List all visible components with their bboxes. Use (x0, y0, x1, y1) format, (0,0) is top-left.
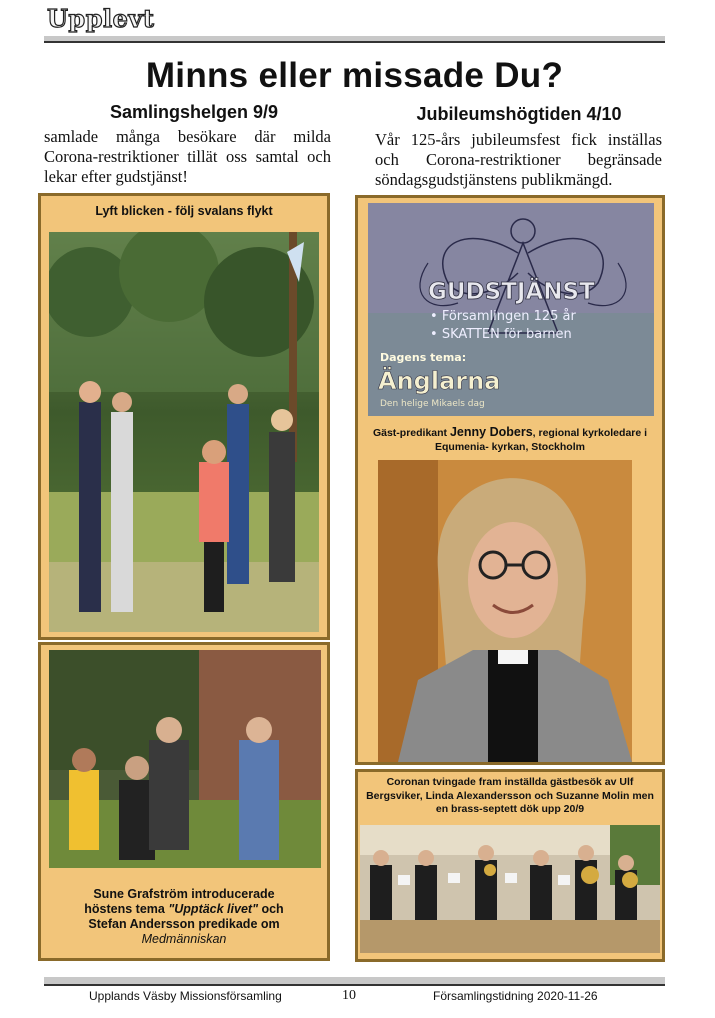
outdoor-gathering-photo (49, 650, 321, 868)
guest-caption (362, 425, 658, 454)
photo-panel-jubilee (355, 195, 665, 765)
service-slide (368, 203, 654, 416)
footer-organization: Upplands Väsby Missionsförsamling (89, 989, 282, 1003)
slide-bullet-2: • SKATTEN för barnen (430, 327, 572, 342)
slide-bullet-1: • Församlingen 125 år (430, 309, 576, 324)
guest-name: Jenny Dobers (449, 425, 533, 439)
sermon-topic: Medmänniskan (141, 932, 227, 946)
brass-photo-image (360, 825, 660, 953)
slide-day: Den helige Mikaels dag (380, 399, 485, 409)
left-intro-text: samlade många besökare där milda Corona-restriktioner tillät oss samtal och lekar efter gudstjänst! (44, 127, 331, 186)
footer-page-number: 10 (342, 988, 356, 1003)
garden-photo-image (49, 232, 319, 632)
section-title: Upplevt (47, 4, 155, 33)
right-intro-text: Vår 125-års jubileumsfest fick inställas och Corona-restriktioner begränsade söndagsgudstjänstens publikmängd. (375, 130, 662, 189)
top-rule (44, 36, 665, 43)
slide-bullet-1-text: Församlingen 125 år (441, 309, 576, 324)
photo-panel-swallow (38, 193, 330, 640)
page-headline: Minns eller missade Du? (145, 56, 564, 95)
sermon-caption-line2c: och (258, 902, 284, 916)
guest-caption-lead: Gäst-predikant (372, 427, 450, 439)
bottom-rule (44, 977, 665, 986)
sermon-caption-line1: Sune Grafström introducerade (93, 887, 275, 901)
slide-title: GUDSTJÄNST (428, 279, 595, 305)
garden-photo (49, 232, 319, 632)
photo-panel-sermon (38, 642, 330, 961)
sermon-caption (41, 887, 327, 947)
sermon-caption-line2 (41, 902, 327, 917)
slide-theme-label: Dagens tema: (380, 351, 467, 364)
outdoor-gathering-image (49, 650, 321, 868)
guest-portrait-image (378, 460, 632, 762)
swallow-caption: Lyft blicken - följ svalans flykt (95, 204, 273, 218)
photo-panel-brass (355, 769, 665, 962)
sermon-caption-line2a: höstens tema (84, 902, 169, 916)
sermon-caption-line3: Stefan Andersson predikade om (88, 917, 280, 931)
left-subheading: Samlingshelgen 9/9 (109, 102, 279, 122)
guest-caption-role: , regional kyrkoledare i Equmenia- kyrkan, Stockholm (435, 427, 648, 453)
brass-caption: Coronan tvingade fram inställda gästbesök av Ulf Bergsviker, Linda Alexandersson och Suzanne Molin men en brass-septett dök upp 20/9 (366, 776, 654, 815)
slide-theme: Änglarna (378, 367, 501, 395)
right-subheading: Jubileumshögtiden 4/10 (416, 104, 622, 124)
guest-portrait (378, 460, 632, 762)
sermon-theme: "Upptäck livet" (168, 902, 258, 916)
brass-photo (360, 825, 660, 953)
footer-issue: Församlingstidning 2020-11-26 (433, 989, 598, 1003)
slide-bullet-2-text: SKATTEN för barnen (441, 327, 572, 342)
